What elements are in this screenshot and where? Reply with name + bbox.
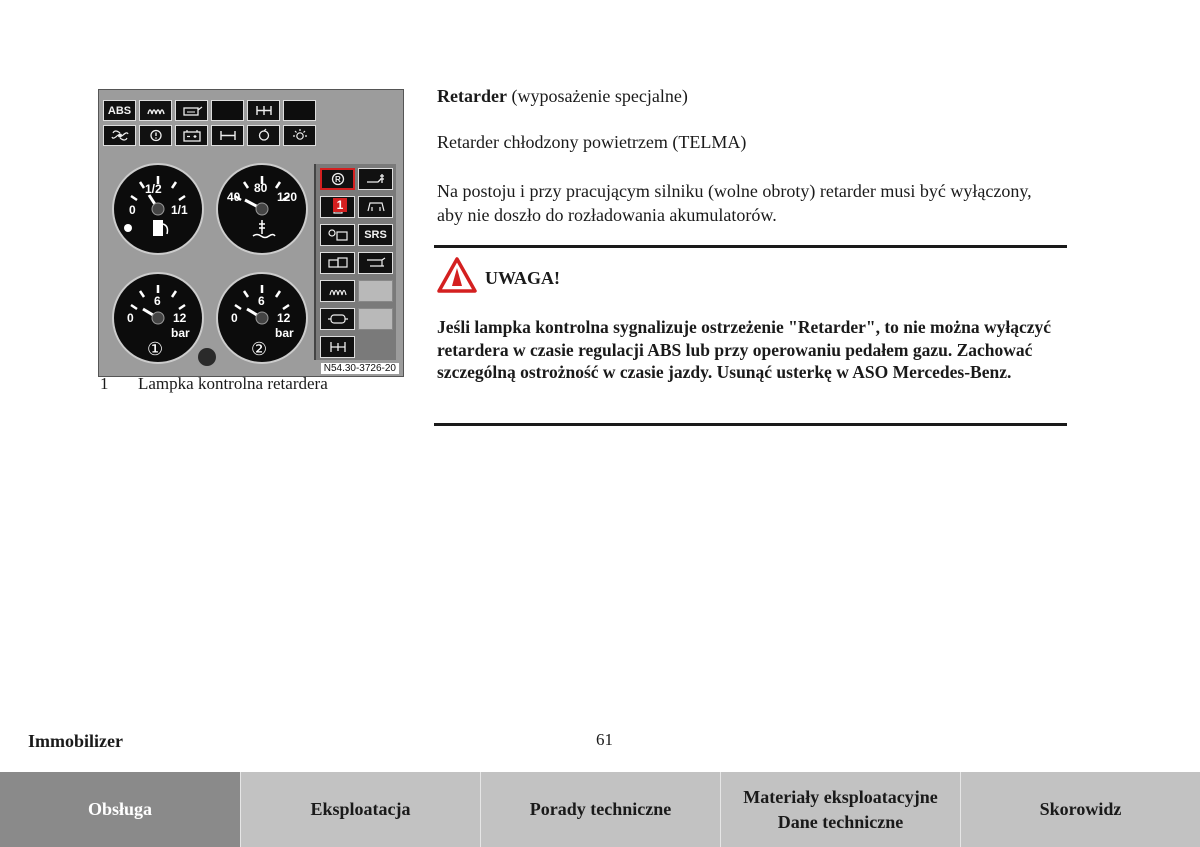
blank-lamp xyxy=(283,100,316,121)
retarder-lamp-icon xyxy=(320,168,355,190)
side-indicator-panel xyxy=(314,164,396,360)
brake-pressure-gauge-2 xyxy=(215,271,309,365)
blank-lamp xyxy=(358,308,393,330)
tab-materialy-dane[interactable] xyxy=(720,772,960,847)
coolant-temperature-gauge xyxy=(215,162,309,256)
warning-title: UWAGA! xyxy=(485,267,560,288)
abs-lamp: ABS xyxy=(103,100,136,121)
air-filter-icon xyxy=(320,224,355,246)
pressure1-tick-0: 0 xyxy=(127,311,134,325)
figure-caption xyxy=(100,374,328,394)
temp-tick-40: 40 xyxy=(227,190,241,204)
brake-pressure-gauge-1 xyxy=(111,271,205,365)
indicator-row-top xyxy=(103,100,316,121)
pressure2-tick-6: 6 xyxy=(258,294,265,308)
oil-temperature-icon xyxy=(358,168,393,190)
tab-materialy-line1: Materiały eksploatacyjne xyxy=(743,786,938,807)
tab-skorowidz[interactable]: Skorowidz xyxy=(960,772,1200,847)
trailer-icon xyxy=(358,252,393,274)
warning-rule-bottom xyxy=(434,423,1067,426)
warning-header xyxy=(437,257,560,293)
heading-bold: Retarder xyxy=(437,86,507,106)
preheat-icon xyxy=(320,280,355,302)
pressure1-circuit: ① xyxy=(147,339,164,360)
tab-eksploatacja[interactable]: Eksploatacja xyxy=(240,772,480,847)
battery-icon xyxy=(175,125,208,146)
fan-icon xyxy=(103,125,136,146)
heading-paragraph xyxy=(437,86,1067,107)
tab-porady-techniczne[interactable]: Porady techniczne xyxy=(480,772,720,847)
brake-warning-icon xyxy=(139,125,172,146)
axle-lock-icon xyxy=(211,125,244,146)
retarder-mode-icon xyxy=(247,125,280,146)
temp-tick-120: 120 xyxy=(277,190,298,204)
lamp-failure-icon xyxy=(283,125,316,146)
pressure1-unit: bar xyxy=(171,326,190,340)
instrument-panel-figure xyxy=(98,89,404,377)
pressure2-circuit: ② xyxy=(251,339,268,360)
axle-diff-icon xyxy=(320,336,355,358)
caption-number: 1 xyxy=(100,374,109,393)
tab-materialy-line2: Dane techniczne xyxy=(777,811,904,832)
callout-marker: 1 xyxy=(333,198,347,212)
tab-obsluga[interactable]: Obsługa xyxy=(0,772,240,847)
heading-rest: (wyposażenie specjalne) xyxy=(506,86,688,106)
fuel-tick-half: 1/2 xyxy=(145,182,162,196)
subtitle-paragraph: Retarder chłodzony powietrzem (TELMA) xyxy=(437,132,747,152)
fuel-tick-0: 0 xyxy=(129,203,136,217)
section-title: Immobilizer xyxy=(28,731,123,751)
glow-plug-icon xyxy=(139,100,172,121)
fuel-tick-full: 1/1 xyxy=(171,203,188,217)
oil-level-icon xyxy=(175,100,208,121)
caption-text: Lampka kontrolna retardera xyxy=(138,374,328,393)
diff-lock-icon xyxy=(247,100,280,121)
blank-lamp xyxy=(211,100,244,121)
indicator-row-second xyxy=(103,125,316,146)
trailer-abs-icon xyxy=(320,252,355,274)
srs-lamp: SRS xyxy=(358,224,393,246)
brake-lining-icon xyxy=(320,308,355,330)
pressure2-tick-12: 12 xyxy=(277,311,291,325)
warning-body: Jeśli lampka kontrolna sygnalizuje ostrzeżenie "Retarder", to nie można wyłączyć retardera w czasie regulacji ABS lub przy operowaniu pedałem gazu. Zachować szczególną ostrożność w czasie jazdy. Usunąć usterkę w ASO Mercedes-Benz. xyxy=(437,317,1052,382)
figure-code: N54.30-3726-20 xyxy=(321,363,399,374)
pressure1-tick-6: 6 xyxy=(154,294,161,308)
pressure2-unit: bar xyxy=(275,326,294,340)
cab-tilt-icon xyxy=(358,196,393,218)
pressure1-tick-12: 12 xyxy=(173,311,187,325)
temp-tick-80: 80 xyxy=(254,181,268,195)
body-paragraph: Na postoju i przy pracującym silniku (wolne obroty) retarder musi być wyłączony, aby nie doszło do rozładowania akumulatorów. xyxy=(437,181,1032,225)
adjust-knob xyxy=(198,348,216,366)
fuel-gauge xyxy=(111,162,205,256)
page-number: 61 xyxy=(596,730,613,749)
warning-triangle-icon xyxy=(437,257,477,293)
bottom-navigation xyxy=(0,772,1200,847)
pressure2-tick-0: 0 xyxy=(231,311,238,325)
blank-lamp xyxy=(358,280,393,302)
svg-text:R: R xyxy=(334,175,341,184)
warning-rule-top xyxy=(434,245,1067,248)
